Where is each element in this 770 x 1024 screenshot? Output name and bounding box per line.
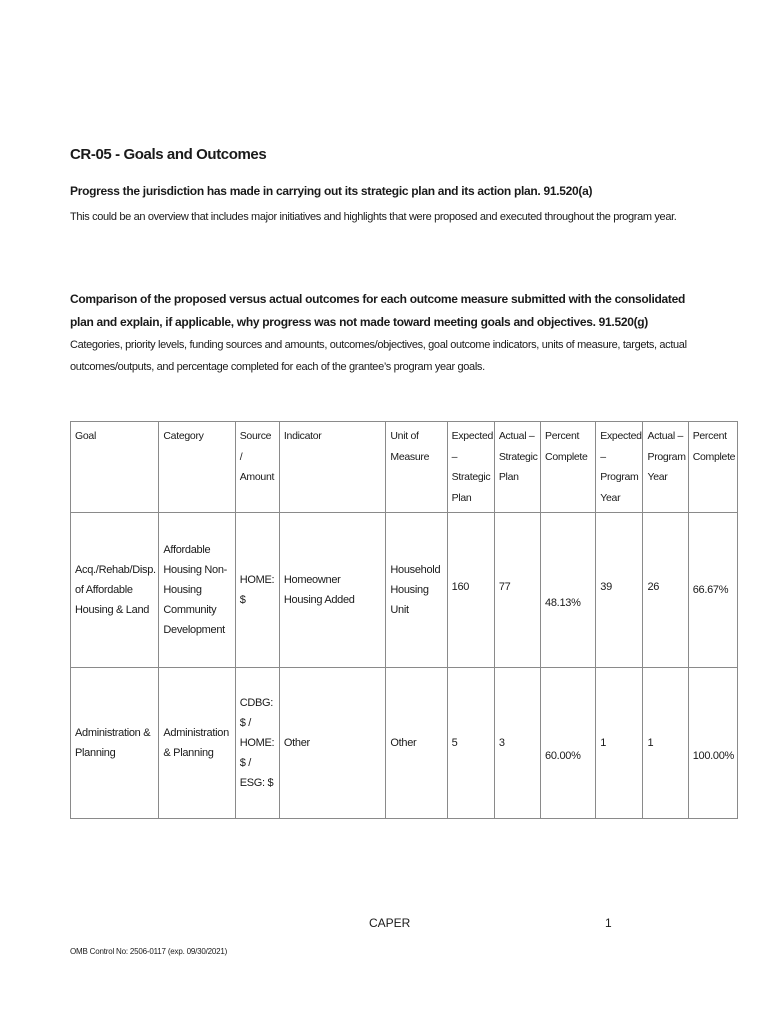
header-goal: Goal <box>71 422 159 513</box>
table-row <box>71 668 738 819</box>
section-2-text: Categories, priority levels, funding sources and amounts, outcomes/objectives, goal outcome indicators, units of measure, targets, actual outcomes/outputs, and percentage completed for each of the grantee’s program year goals. <box>70 339 687 373</box>
footer-caper-label: CAPER <box>369 916 411 930</box>
cell-indicator: Other <box>279 668 385 819</box>
cell-percent-program: 66.67% <box>688 513 737 668</box>
cell-actual-program: 26 <box>643 513 688 668</box>
section-1-text: This could be an overview that includes major initiatives and highlights that were proposed and executed throughout the program year. <box>70 211 677 223</box>
cell-source: HOME: $ <box>235 513 279 668</box>
section-1-heading: Progress the jurisdiction has made in carrying out its strategic plan and its action plan. 91.520(a) <box>70 184 593 198</box>
header-source: Source / Amount <box>235 422 279 513</box>
header-indicator: Indicator <box>279 422 385 513</box>
cell-category: Administration & Planning <box>159 668 235 819</box>
section-2-heading: Comparison of the proposed versus actual outcomes for each outcome measure submitted with the consolidated plan and explain, if applicable, why progress was not made toward meeting goals and objectives. 91.520(g) <box>70 292 685 329</box>
cell-goal: Administration & Planning <box>71 668 159 819</box>
header-category: Category <box>159 422 235 513</box>
cell-expected-program: 1 <box>596 668 643 819</box>
cell-percent-program: 100.00% <box>688 668 737 819</box>
header-expected-program: Expected – Program Year <box>596 422 643 513</box>
header-percent-program: Percent Complete <box>688 422 737 513</box>
table-header-row <box>71 422 738 513</box>
header-percent-strategic: Percent Complete <box>541 422 596 513</box>
cell-unit: Other <box>386 668 447 819</box>
table-row <box>71 513 738 668</box>
goals-outcomes-table <box>70 421 738 819</box>
cell-actual-strategic: 77 <box>494 513 540 668</box>
cell-actual-program: 1 <box>643 668 688 819</box>
cell-indicator: Homeowner Housing Added <box>279 513 385 668</box>
cell-expected-strategic: 5 <box>447 668 494 819</box>
cell-expected-strategic: 160 <box>447 513 494 668</box>
header-actual-strategic: Actual – Strategic Plan <box>494 422 540 513</box>
cell-percent-strategic: 60.00% <box>541 668 596 819</box>
omb-control-number: OMB Control No: 2506-0117 (exp. 09/30/2021) <box>70 947 228 956</box>
header-unit: Unit of Measure <box>386 422 447 513</box>
cell-source: CDBG: $ / HOME: $ / ESG: $ <box>235 668 279 819</box>
footer-page-number: 1 <box>605 916 612 930</box>
cell-goal: Acq./Rehab/Disp. of Affordable Housing & Land <box>71 513 159 668</box>
cell-category: Affordable Housing Non-Housing Community Development <box>159 513 235 668</box>
cell-unit: Household Housing Unit <box>386 513 447 668</box>
cell-percent-strategic: 48.13% <box>541 513 596 668</box>
header-expected-strategic: Expected – Strategic Plan <box>447 422 494 513</box>
header-actual-program: Actual – Program Year <box>643 422 688 513</box>
page-title: CR-05 - Goals and Outcomes <box>70 146 267 163</box>
cell-actual-strategic: 3 <box>494 668 540 819</box>
cell-expected-program: 39 <box>596 513 643 668</box>
